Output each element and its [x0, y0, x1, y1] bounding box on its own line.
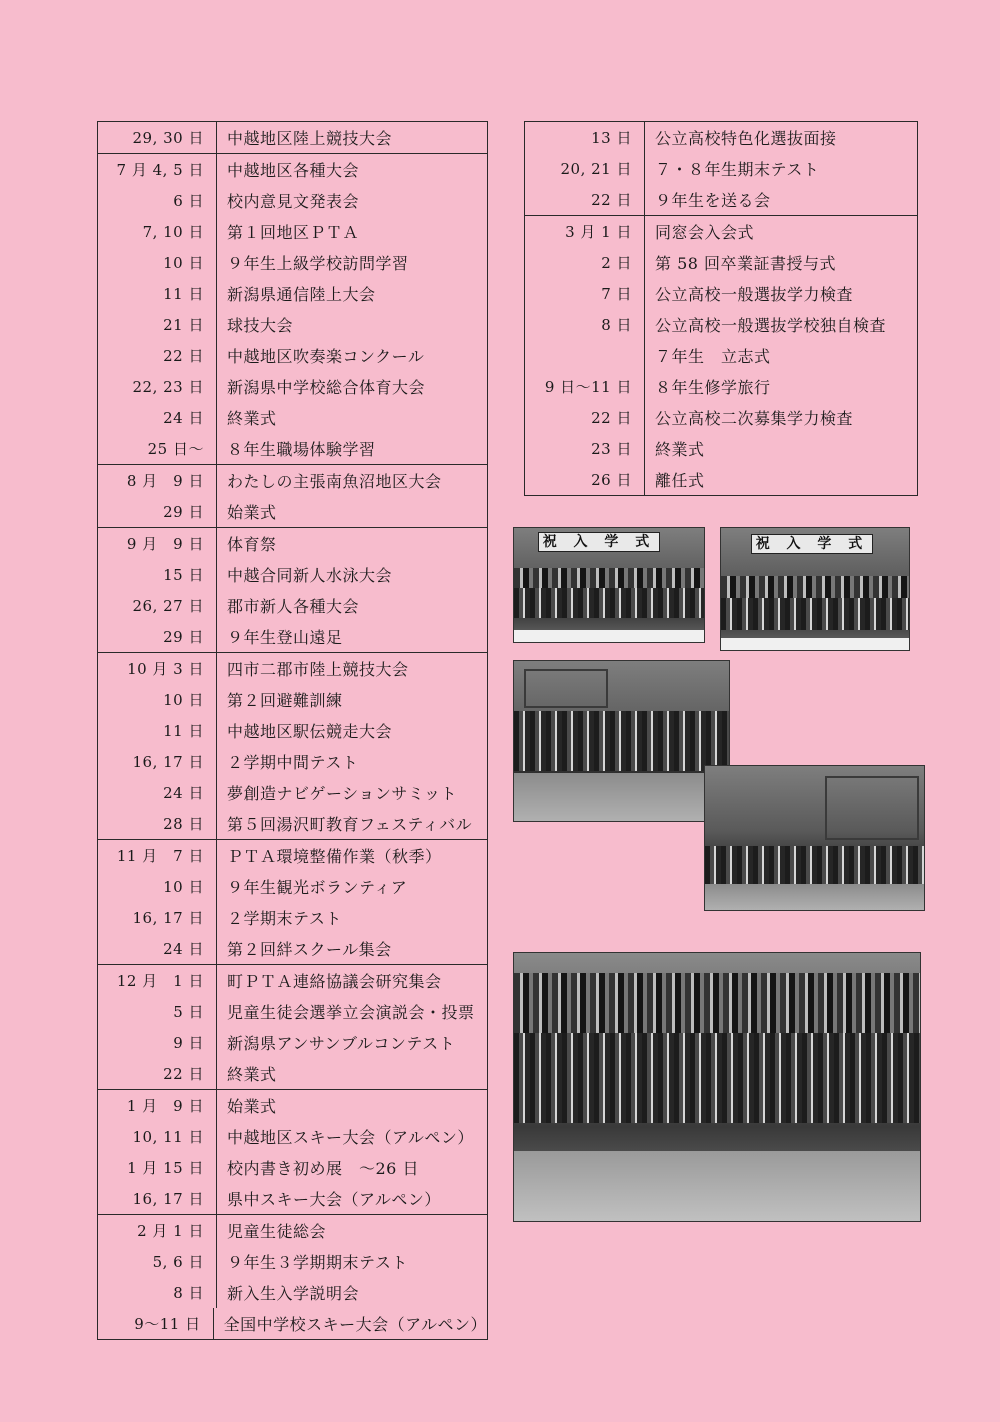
- schedule-date: 22 日: [98, 340, 217, 371]
- schedule-event: ２学期末テスト: [227, 909, 342, 928]
- schedule-date: 20, 21 日: [525, 153, 645, 184]
- schedule-event: 公立高校特色化選抜面接: [655, 129, 837, 148]
- schedule-row: [98, 1277, 487, 1308]
- group-photo-temple-2: [704, 765, 925, 911]
- schedule-date: 3 月 1 日: [525, 216, 645, 247]
- schedule-event: ８年生職場体験学習: [227, 440, 376, 459]
- month-group: [98, 652, 487, 839]
- schedule-table-right: [524, 121, 918, 496]
- schedule-row: [98, 340, 487, 371]
- schedule-row: [525, 371, 917, 402]
- month-group: [98, 464, 487, 527]
- schedule-date: 22, 23 日: [98, 371, 217, 402]
- schedule-row: [525, 402, 917, 433]
- student-group: [514, 568, 704, 588]
- schedule-date: 10, 11 日: [98, 1121, 217, 1152]
- building-wall: [524, 669, 608, 708]
- schedule-date: 8 日: [525, 309, 645, 340]
- ground: [705, 884, 924, 910]
- schedule-row: [98, 216, 487, 247]
- schedule-row: [98, 154, 487, 185]
- schedule-event: 四市二郡市陸上競技大会: [227, 660, 409, 679]
- schedule-date: 10 日: [98, 871, 217, 902]
- schedule-date: 1 月 9 日: [98, 1090, 217, 1121]
- month-group: [98, 964, 487, 1089]
- student-group: [514, 711, 729, 771]
- schedule-date: 16, 17 日: [98, 902, 217, 933]
- month-group: [98, 1089, 487, 1214]
- schedule-event: ７・８年生期末テスト: [655, 160, 820, 179]
- schedule-date: 22 日: [98, 1058, 217, 1089]
- group-photo-field: [513, 952, 921, 1222]
- schedule-event: 中越地区陸上競技大会: [227, 129, 393, 148]
- schedule-date: [525, 340, 645, 371]
- building-wall: [825, 776, 919, 840]
- schedule-date: 2 日: [525, 247, 645, 278]
- schedule-event: 第２回避難訓練: [227, 691, 343, 710]
- schedule-event: 終業式: [227, 1065, 277, 1084]
- schedule-date: 11 日: [98, 278, 217, 309]
- schedule-row: [98, 965, 487, 996]
- schedule-event: 球技大会: [227, 316, 294, 335]
- schedule-row: [98, 653, 487, 684]
- schedule-date: 9 月 9 日: [98, 528, 217, 559]
- schedule-row: [98, 808, 487, 839]
- schedule-row: [525, 122, 917, 153]
- schedule-row: [98, 1027, 487, 1058]
- student-group: [721, 576, 909, 598]
- schedule-event: 新潟県アンサンブルコンテスト: [227, 1034, 456, 1053]
- schedule-event: 中越地区スキー大会（アルペン）: [227, 1128, 474, 1147]
- schedule-event: 児童生徒総会: [227, 1222, 327, 1241]
- student-group: [514, 588, 704, 618]
- schedule-row: [525, 247, 917, 278]
- schedule-date: 8 日: [98, 1277, 217, 1308]
- schedule-table-left: [97, 121, 488, 1340]
- schedule-event: ９年生登山遠足: [227, 628, 343, 647]
- schedule-event: 児童生徒会選挙立会演説会・投票: [227, 1003, 475, 1022]
- schedule-event: ９年生３学期期末テスト: [227, 1253, 408, 1272]
- schedule-row: [98, 122, 487, 153]
- schedule-event: 新入生入学説明会: [227, 1284, 360, 1303]
- schedule-row: [98, 1183, 487, 1214]
- schedule-event: 同窓会入会式: [655, 223, 755, 242]
- schedule-row: [98, 1121, 487, 1152]
- schedule-date: 12 月 1 日: [98, 965, 217, 996]
- group-photo-temple-1: [513, 660, 730, 822]
- schedule-date: 5 日: [98, 996, 217, 1027]
- month-group: [98, 527, 487, 652]
- schedule-row: [98, 777, 487, 808]
- schedule-event: 新潟県中学校総合体育大会: [227, 378, 426, 397]
- schedule-row: [525, 153, 917, 184]
- ground: [514, 773, 729, 821]
- schedule-date: 5, 6 日: [98, 1246, 217, 1277]
- schedule-date: 1 月 15 日: [98, 1152, 217, 1183]
- schedule-event: 校内意見文発表会: [227, 192, 360, 211]
- ground: [514, 1151, 920, 1221]
- schedule-date: 16, 17 日: [98, 1183, 217, 1214]
- student-group: [514, 1033, 920, 1123]
- schedule-row: [98, 933, 487, 964]
- schedule-row: [98, 185, 487, 216]
- schedule-date: 8 月 9 日: [98, 465, 217, 496]
- schedule-date: 24 日: [98, 933, 217, 964]
- schedule-row: [98, 528, 487, 559]
- month-group: [525, 215, 917, 495]
- schedule-date: 24 日: [98, 402, 217, 433]
- schedule-event: 始業式: [227, 503, 277, 522]
- schedule-event: 始業式: [227, 1097, 277, 1116]
- schedule-row: [525, 309, 917, 340]
- schedule-date: 7 月 4, 5 日: [98, 154, 217, 185]
- schedule-date: 16, 17 日: [98, 746, 217, 777]
- schedule-row: [98, 684, 487, 715]
- schedule-event: ９年生を送る会: [655, 191, 771, 210]
- schedule-row: [98, 278, 487, 309]
- schedule-row: [98, 559, 487, 590]
- schedule-event: ９年生観光ボランティア: [227, 878, 408, 897]
- schedule-event: 第２回絆スクール集会: [227, 940, 392, 959]
- schedule-event: 終業式: [227, 409, 277, 428]
- schedule-date: 22 日: [525, 402, 645, 433]
- schedule-row: [525, 216, 917, 247]
- schedule-row: [98, 402, 487, 433]
- schedule-event: 中越地区各種大会: [227, 161, 360, 180]
- schedule-date: 10 日: [98, 247, 217, 278]
- schedule-date: 2 月 1 日: [98, 1215, 217, 1246]
- schedule-event: ７年生 立志式: [655, 347, 771, 366]
- schedule-event: 第５回湯沢町教育フェスティバル: [227, 815, 473, 834]
- schedule-event: 離任式: [655, 471, 705, 490]
- student-group: [705, 846, 924, 886]
- schedule-event: 第 58 回卒業証書授与式: [655, 254, 837, 273]
- schedule-row: [98, 371, 487, 402]
- schedule-row: [98, 309, 487, 340]
- photo-caption: [721, 638, 909, 650]
- schedule-event: 中越地区吹奏楽コンクール: [227, 347, 425, 366]
- month-group: [98, 839, 487, 964]
- schedule-date: 15 日: [98, 559, 217, 590]
- schedule-event: 新潟県通信陸上大会: [227, 285, 376, 304]
- schedule-date: 9 日～11 日: [525, 371, 645, 402]
- schedule-row: [98, 746, 487, 777]
- schedule-event: 町ＰＴＡ連絡協議会研究集会: [227, 972, 442, 991]
- entrance-ceremony-photo-2: [720, 527, 910, 651]
- schedule-row: [98, 621, 487, 652]
- schedule-date: 9 日: [98, 1027, 217, 1058]
- schedule-date: 6 日: [98, 185, 217, 216]
- schedule-row: [98, 1215, 487, 1246]
- schedule-row: [98, 840, 487, 871]
- schedule-date: 10 日: [98, 684, 217, 715]
- month-group: [98, 122, 487, 153]
- schedule-row: [525, 278, 917, 309]
- schedule-event: 県中スキー大会（アルペン）: [227, 1190, 441, 1209]
- ceremony-banner: 祝 入 学 式: [751, 534, 873, 554]
- schedule-date: 29, 30 日: [98, 122, 217, 153]
- schedule-row: [525, 184, 917, 215]
- schedule-event: 全国中学校スキー大会（アルペン）: [223, 1315, 487, 1334]
- schedule-date: 29 日: [98, 621, 217, 652]
- schedule-row: [98, 871, 487, 902]
- schedule-date: 13 日: [525, 122, 645, 153]
- schedule-date: 7, 10 日: [98, 216, 217, 247]
- schedule-event: 夢創造ナビゲーションサミット: [227, 784, 458, 803]
- schedule-event: 公立高校二次募集学力検査: [655, 409, 854, 428]
- schedule-date: 21 日: [98, 309, 217, 340]
- schedule-date: 28 日: [98, 808, 217, 839]
- schedule-event: 校内書き初め展 ～26 日: [227, 1159, 419, 1178]
- schedule-row: [98, 247, 487, 278]
- schedule-row: [525, 464, 917, 495]
- schedule-event: ＰＴＡ環境整備作業（秋季）: [227, 847, 442, 866]
- schedule-event: わたしの主張南魚沼地区大会: [227, 472, 442, 491]
- schedule-date: 7 日: [525, 278, 645, 309]
- schedule-date: 9～11 日: [98, 1308, 214, 1339]
- month-group: [98, 1214, 487, 1339]
- ceremony-banner: 祝 入 学 式: [538, 532, 660, 552]
- photo-caption: [514, 630, 704, 642]
- schedule-date: 24 日: [98, 777, 217, 808]
- schedule-event: ２学期中間テスト: [227, 753, 359, 772]
- schedule-event: 中越地区駅伝競走大会: [227, 722, 393, 741]
- schedule-row: [98, 1058, 487, 1089]
- schedule-row: [98, 1152, 487, 1183]
- schedule-event: ９年生上級学校訪問学習: [227, 254, 409, 273]
- schedule-row: [98, 1246, 487, 1277]
- schedule-date: 26, 27 日: [98, 590, 217, 621]
- schedule-row: [525, 340, 917, 371]
- schedule-date: 26 日: [525, 464, 645, 495]
- student-group: [514, 973, 920, 1033]
- schedule-event: 体育祭: [227, 535, 277, 554]
- schedule-event: 第１回地区ＰＴＡ: [227, 223, 360, 242]
- student-group: [721, 598, 909, 630]
- schedule-row: [98, 496, 487, 527]
- schedule-row: [525, 433, 917, 464]
- schedule-row: [98, 996, 487, 1027]
- schedule-row: [98, 1090, 487, 1121]
- schedule-event: 郡市新人各種大会: [227, 597, 360, 616]
- schedule-event: 中越合同新人水泳大会: [227, 566, 393, 585]
- schedule-date: 23 日: [525, 433, 645, 464]
- schedule-event: ８年生修学旅行: [655, 378, 771, 397]
- month-group: [525, 122, 917, 215]
- schedule-event: 公立高校一般選抜学力検査: [655, 285, 854, 304]
- schedule-row: [98, 1308, 487, 1339]
- schedule-row: [98, 465, 487, 496]
- schedule-event: 公立高校一般選抜学校独自検査: [655, 316, 887, 335]
- schedule-row: [98, 433, 487, 464]
- schedule-date: 25 日～: [98, 433, 217, 464]
- schedule-row: [98, 902, 487, 933]
- schedule-date: 22 日: [525, 184, 645, 215]
- schedule-row: [98, 715, 487, 746]
- schedule-date: 10 月 3 日: [98, 653, 217, 684]
- month-group: [98, 153, 487, 464]
- schedule-row: [98, 590, 487, 621]
- schedule-date: 29 日: [98, 496, 217, 527]
- schedule-date: 11 日: [98, 715, 217, 746]
- entrance-ceremony-photo-1: [513, 527, 705, 643]
- schedule-date: 11 月 7 日: [98, 840, 217, 871]
- schedule-event: 終業式: [655, 440, 705, 459]
